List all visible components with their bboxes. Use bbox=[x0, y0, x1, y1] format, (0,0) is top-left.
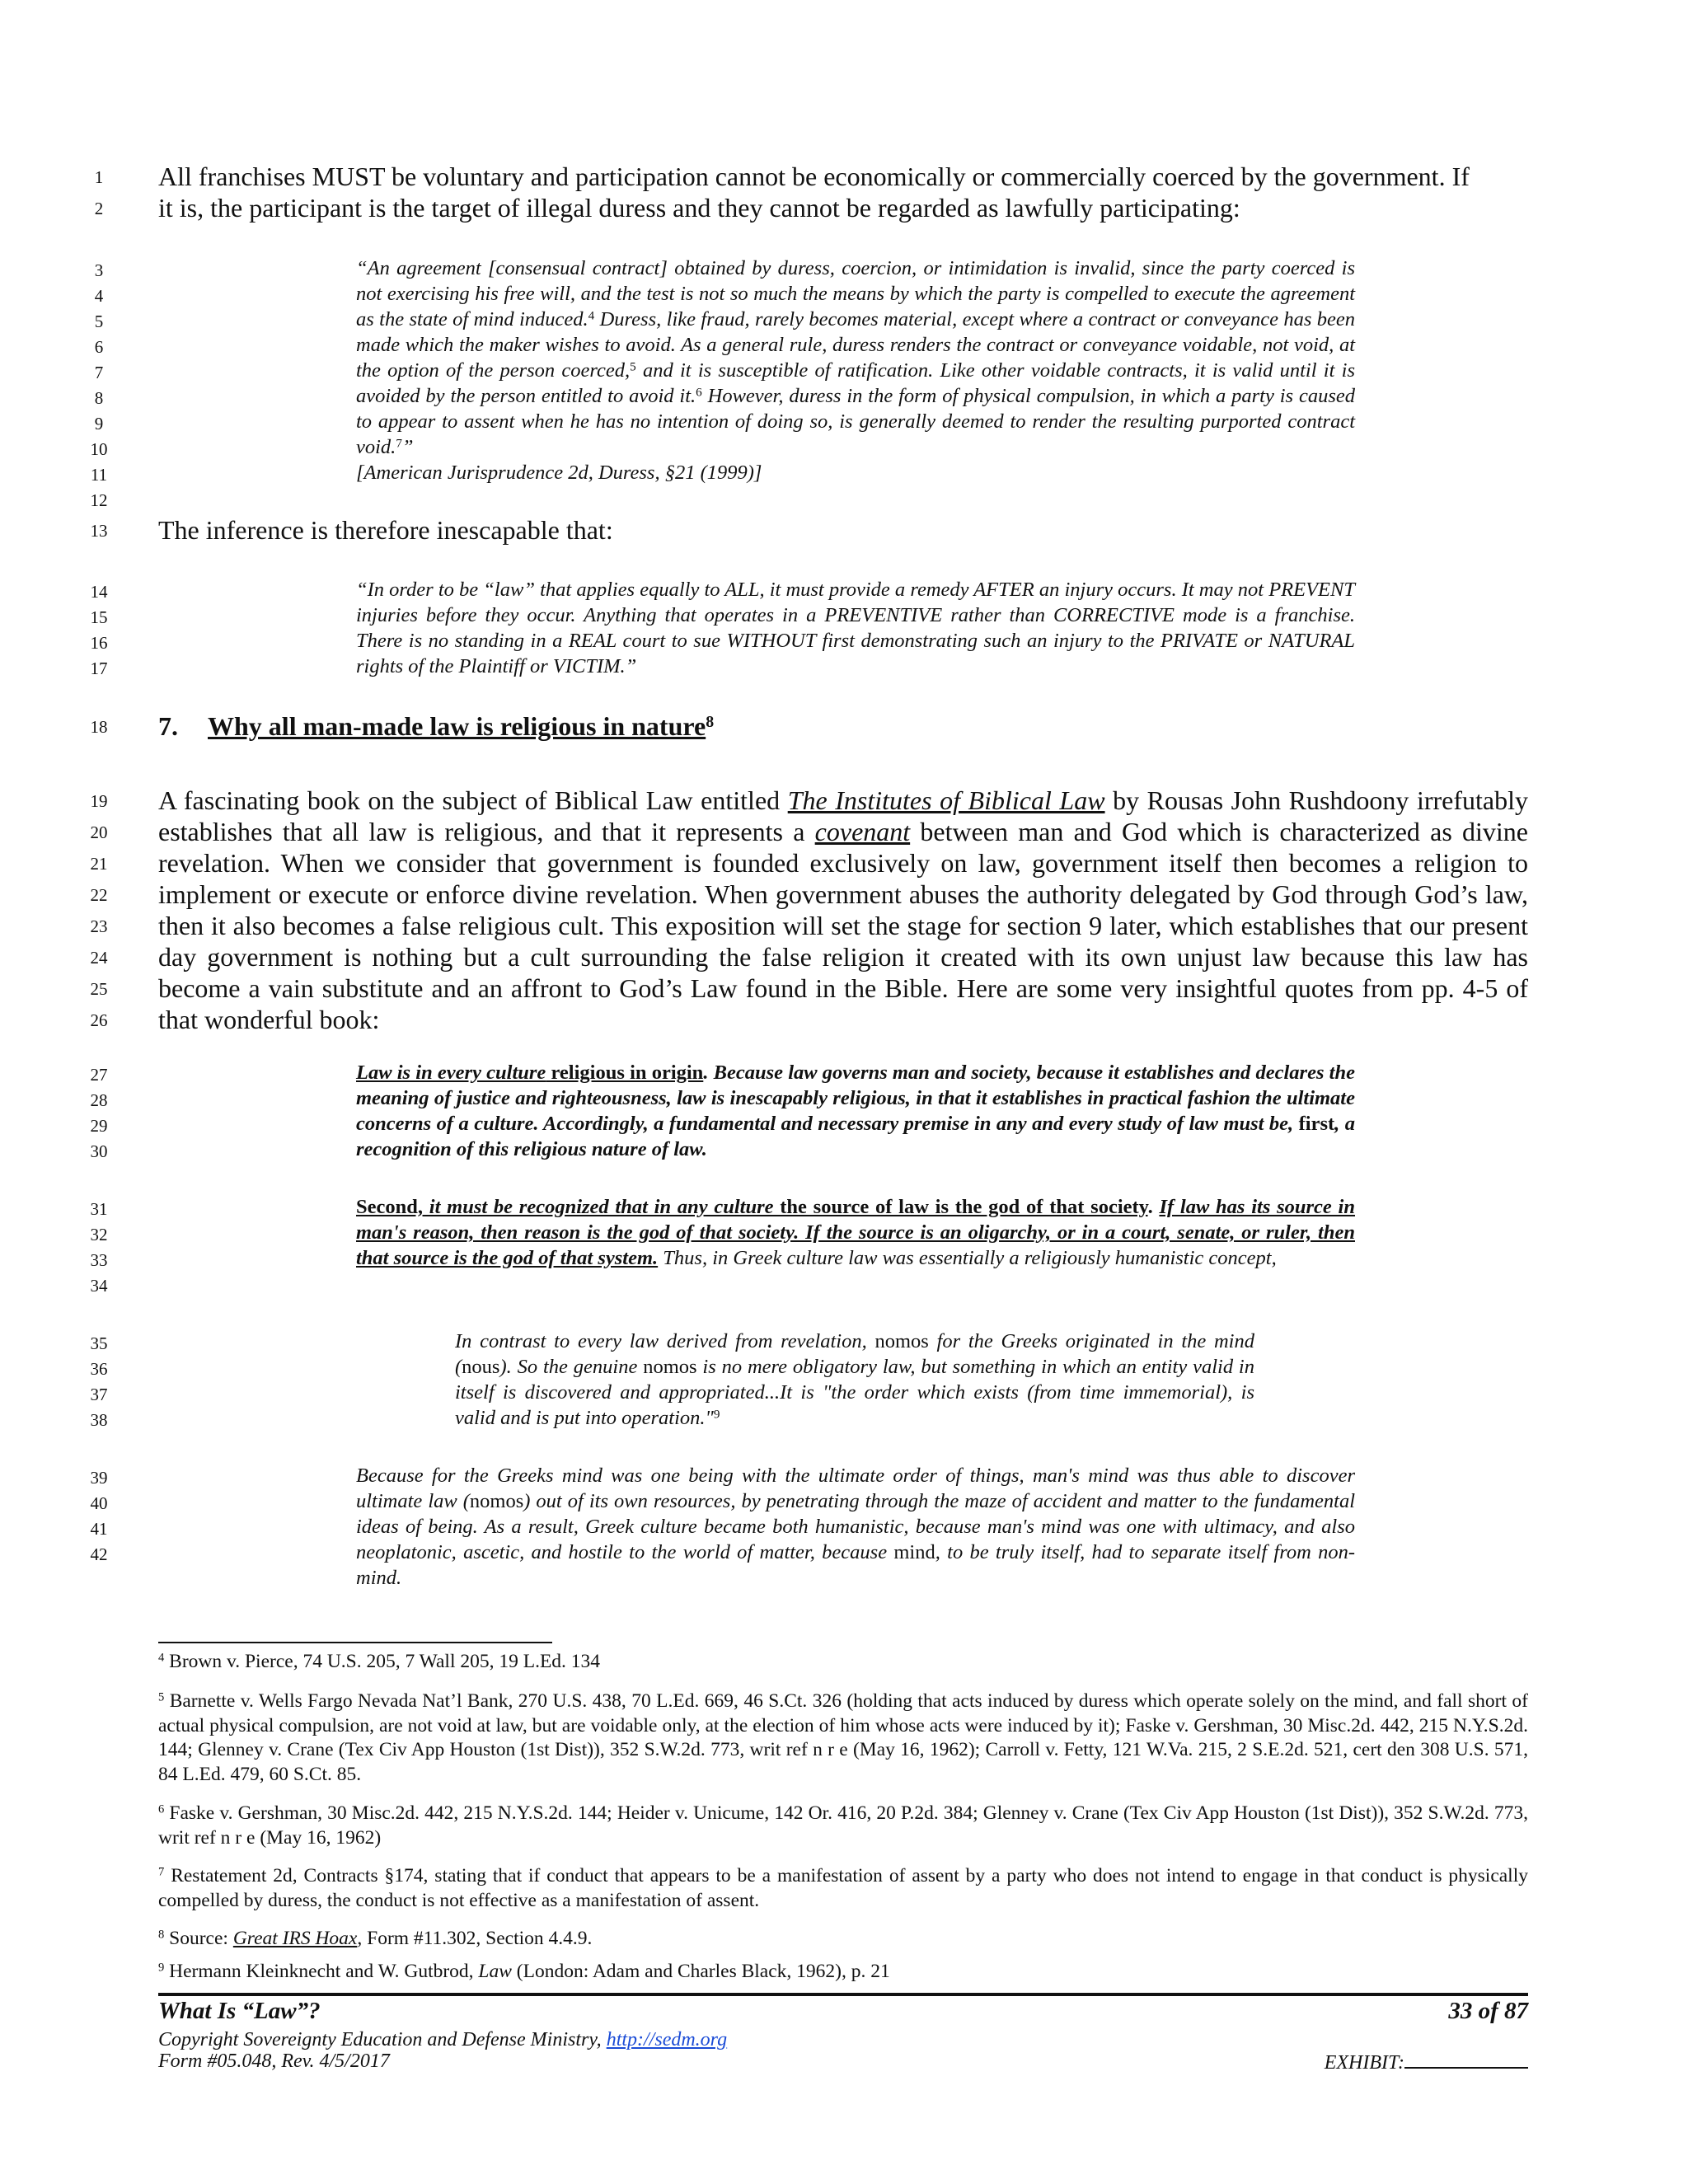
paragraph-1-line-1: All franchises MUST be voluntary and participation cannot be economically or commercially coerced by the government. If bbox=[158, 162, 1470, 191]
line-number: 9 bbox=[94, 414, 104, 434]
paragraph-2: The inference is therefore inescapable that: bbox=[158, 515, 613, 545]
quote-6-text-b: nomos bbox=[469, 1490, 524, 1512]
quote-4-text-f: Thus, in Greek culture law was essentially a religiously humanistic concept, bbox=[658, 1247, 1277, 1269]
quote-6-text-a: Because for the Greeks mind was one being with the ultimate order of things, man's mind was thus able to discover ultimate law ( bbox=[356, 1465, 1355, 1512]
footnote-5 bbox=[158, 1690, 1528, 1787]
footnote-ref-4[interactable]: 4 bbox=[588, 308, 595, 323]
quote-3-text-a: Law is in every culture bbox=[356, 1062, 546, 1084]
line-number: 12 bbox=[90, 490, 108, 510]
footnote-ref-7[interactable]: 7 bbox=[396, 436, 402, 451]
paragraph-3-text-a: A fascinating book on the subject of Biblical Law entitled bbox=[158, 785, 788, 815]
footnote-7 bbox=[158, 1864, 1528, 1913]
line-number: 23 bbox=[90, 916, 108, 936]
line-number: 7 bbox=[94, 363, 104, 382]
paragraph-3-text-c: between man and God which is characterized as divine revelation. When we consider that government is founded exclusively on law, government itself then becomes a religion to implement or execute or enforce divine revelation. When government abuses the authority delegated by God through God’s law, then it also becomes a false religious cult. This exposition will set the stage for section 9 later, which establishes that our present day government is nothing but a cult surrounding the false religion it created with its own unjust law because this law has become a vain substitute and an affront to God’s Law found in the Bible. Here are some very insightful quotes from pp. 4-5 of that wonderful book: bbox=[158, 817, 1529, 1034]
quote-5-text-a: In contrast to every law derived from revelation, bbox=[455, 1330, 875, 1352]
line-number: 34 bbox=[90, 1276, 108, 1296]
footnote-ref-9[interactable]: 9 bbox=[713, 1407, 720, 1422]
footnote-ref-5[interactable]: 5 bbox=[630, 359, 636, 374]
line-number: 22 bbox=[90, 885, 108, 905]
paragraph-3 bbox=[158, 785, 1528, 1035]
footnote-9-italic: Law bbox=[478, 1961, 512, 1982]
line-number: 39 bbox=[90, 1468, 108, 1488]
footnote-9-post: (London: Adam and Charles Black, 1962), p. 21 bbox=[511, 1961, 890, 1982]
line-number: 6 bbox=[94, 337, 104, 357]
footnote-ref-6[interactable]: 6 bbox=[696, 385, 702, 400]
footnote-6-text: Faske v. Gershman, 30 Misc.2d. 442, 215 N.Y.S.2d. 144; Heider v. Unicume, 142 Or. 416, 20 P.2d. 384; Glenney v. Crane (Tex Civ App Houston (1st Dist)), 352 S.W.2d. 773, writ ref n r e (May 16, 1962) bbox=[158, 1802, 1528, 1849]
footnote-9 bbox=[158, 1960, 1528, 1985]
line-number: 35 bbox=[90, 1333, 108, 1353]
line-number: 30 bbox=[90, 1141, 108, 1161]
quote-3-text-b: religious in origin bbox=[546, 1062, 704, 1084]
line-number: 33 bbox=[90, 1250, 108, 1270]
line-number: 4 bbox=[94, 286, 104, 306]
quote-1-text-a: “An agreement [consensual contract] obtained by duress, coercion, or intimidation is invalid, since the party coerced is not exercising his free will, and the test is not so much the means by which the party is compelled to execute the agreement as the state of mind induced. bbox=[356, 257, 1355, 330]
quote-1-text-c: and it is susceptible of ratification. Like other voidable contracts, it is valid until it is avoided by the person entitled to avoid it. bbox=[356, 359, 1355, 407]
quote-3-text-e: , a recognition of this religious nature of law. bbox=[356, 1113, 1355, 1160]
footer-separator bbox=[158, 1993, 1528, 1996]
exhibit-blank-line bbox=[1404, 2049, 1528, 2069]
quote-6-text-e: , to be truly itself, had to separate itself from non-mind. bbox=[356, 1541, 1355, 1589]
line-number: 19 bbox=[90, 791, 108, 811]
line-number: 32 bbox=[90, 1225, 108, 1244]
line-number: 2 bbox=[94, 199, 104, 218]
footer-exhibit bbox=[1325, 2049, 1528, 2075]
blockquote-greek-mind bbox=[356, 1463, 1355, 1591]
paragraph-3-text-b: by Rousas John Rushdoony irrefutably establishes that all law is religious, and that it represents a bbox=[158, 785, 1529, 846]
quote-5-text-d: nous bbox=[462, 1356, 500, 1378]
footnote-7-number: 7 bbox=[158, 1865, 165, 1879]
line-number: 13 bbox=[90, 521, 108, 541]
line-number: 38 bbox=[90, 1410, 108, 1430]
quote-4-text-e: If law has its source in man's reason, then reason is the god of that society. If the source is an oligarchy, or in a court, senate, or ruler, then that source is the god of that system. bbox=[356, 1196, 1355, 1269]
line-number: 16 bbox=[90, 633, 108, 653]
footnote-9-number: 9 bbox=[158, 1961, 165, 1975]
section-title: Why all man-made law is religious in nature bbox=[208, 711, 706, 741]
quote-5-text-g: is no mere obligatory law, but something in which an entity valid in itself is discovered and appropriated...It is "the order which exists (from time immemorial), is valid and is put into operation." bbox=[455, 1356, 1254, 1429]
covenant-term: covenant bbox=[814, 817, 911, 846]
footnote-8-post: , Form #11.302, Section 4.4.9. bbox=[357, 1928, 593, 1949]
footnote-5-number: 5 bbox=[158, 1690, 165, 1704]
line-number: 14 bbox=[90, 582, 108, 602]
footer-document-title: What Is “Law”? bbox=[158, 1998, 321, 2024]
line-number: 25 bbox=[90, 979, 108, 999]
quote-4-text-d: . bbox=[1147, 1196, 1160, 1218]
footnote-9-pre: Hermann Kleinknecht and W. Gutbrod, bbox=[164, 1961, 479, 1982]
line-number: 24 bbox=[90, 948, 108, 968]
blockquote-source-of-law bbox=[356, 1194, 1355, 1271]
footnote-4-text: Brown v. Pierce, 74 U.S. 205, 7 Wall 205, 19 L.Ed. 134 bbox=[164, 1651, 601, 1672]
book-title: The Institutes of Biblical Law bbox=[787, 785, 1105, 815]
footnote-5-text: Barnette v. Wells Fargo Nevada Nat’l Bank, 270 U.S. 438, 70 L.Ed. 669, 46 S.Ct. 326 (holding that acts induced by duress which operate solely on the mind, and fall short of actual physical compulsion, are not void at law, but are voidable only, at the election of him whose acts were induced by it); Faske v. Gershman, 30 Misc.2d. 442, 215 N.Y.S.2d. 144; Glenney v. Crane (Tex Civ App Houston (1st Dist)), 352 S.W.2d. 773, writ ref n r e (May 16, 1962); Carroll v. Fetty, 121 W.Va. 215, 2 S.E.2d. 521, cert den 308 U.S. 571, 84 L.Ed. 479, 60 S.Ct. 85. bbox=[158, 1690, 1528, 1785]
quote-5-text-f: nomos bbox=[643, 1356, 697, 1378]
footer-form-number: Form #05.048, Rev. 4/5/2017 bbox=[158, 2050, 390, 2072]
quote-4-text-a: Second, bbox=[356, 1196, 424, 1218]
quote-1-citation: [American Jurisprudence 2d, Duress, §21 (1999)] bbox=[356, 462, 762, 484]
footnote-4 bbox=[158, 1650, 1528, 1675]
quote-3-text-c: . Because law governs man and society, because it establishes and declares the meaning of justice and righteousness, law is inescapably religious, in that it establishes in practical fashion the ultimate concerns of a culture. Accordingly, a fundamental and necessary premise in any and every study of law must be, bbox=[356, 1062, 1355, 1135]
footnote-separator bbox=[158, 1642, 552, 1643]
quote-1-text-d: However, duress in the form of physical compulsion, in which a party is caused to appear to assent when he has no intention of doing so, is generally deemed to render the resulting purported contract void. bbox=[356, 385, 1355, 458]
footer-url-link[interactable]: http://sedm.org bbox=[606, 2029, 728, 2050]
line-number: 3 bbox=[94, 260, 104, 280]
quote-5-text-e: ). So the genuine bbox=[499, 1356, 644, 1378]
line-number: 31 bbox=[90, 1199, 108, 1219]
line-number: 5 bbox=[94, 312, 104, 331]
line-number: 36 bbox=[90, 1359, 108, 1379]
footer-exhibit-label: EXHIBIT: bbox=[1324, 2052, 1404, 2074]
footnote-6 bbox=[158, 1802, 1528, 1850]
quote-1-text-e: ” bbox=[401, 436, 414, 458]
blockquote-law-religious bbox=[356, 1060, 1355, 1162]
line-number: 26 bbox=[90, 1010, 108, 1030]
footnote-8-source-link[interactable]: Great IRS Hoax bbox=[232, 1928, 358, 1949]
paragraph-1-line-2: it is, the participant is the target of illegal duress and they cannot be regarded as lawfully participating: bbox=[158, 193, 1240, 223]
line-number: 10 bbox=[90, 439, 108, 459]
footnote-7-text: Restatement 2d, Contracts §174, stating that if conduct that appears to be a manifestation of assent by a party who does not intend to engage in that conduct is physically compelled by duress, the conduct is not effective as a manifestation of assent. bbox=[158, 1865, 1528, 1911]
footer-page-number: 33 of 87 bbox=[1448, 1998, 1528, 2024]
line-number: 41 bbox=[90, 1519, 108, 1539]
line-number: 8 bbox=[94, 388, 104, 408]
footnote-8 bbox=[158, 1927, 1528, 1952]
footnote-4-number: 4 bbox=[158, 1651, 165, 1665]
line-number: 11 bbox=[90, 465, 108, 485]
quote-5-text-c: for the Greeks originated in the mind ( bbox=[455, 1330, 1254, 1378]
footnote-ref-8[interactable]: 8 bbox=[706, 713, 715, 732]
blockquote-nomos bbox=[455, 1329, 1254, 1431]
blockquote-duress bbox=[356, 255, 1355, 485]
line-number: 21 bbox=[90, 854, 108, 874]
quote-4-text-c: the source of law is the god of that society bbox=[773, 1196, 1148, 1218]
quote-6-text-c: ) out of its own resources, by penetrating through the maze of accident and matter to the fundamental ideas of being. As a result, Greek culture became both humanistic, because man's mind was one with ultimacy, and also neoplatonic, ascetic, and hostile to the world of matter, because bbox=[356, 1490, 1355, 1563]
line-number: 37 bbox=[90, 1385, 108, 1404]
section-heading bbox=[158, 710, 714, 742]
footer-copyright-text: Copyright Sovereignty Education and Defense Ministry, bbox=[158, 2029, 607, 2050]
line-number: 40 bbox=[90, 1493, 108, 1513]
line-number: 27 bbox=[90, 1065, 108, 1085]
footnote-8-number: 8 bbox=[158, 1928, 165, 1942]
section-number: 7. bbox=[158, 711, 178, 741]
quote-3-text-d: first bbox=[1298, 1113, 1335, 1135]
quote-1-text-b: Duress, like fraud, rarely becomes material, except where a contract or conveyance has been made which the maker wishes to avoid. As a general rule, duress renders the contract or conveyance voidable, not void, at the option of the person coerced, bbox=[356, 308, 1355, 382]
line-number: 42 bbox=[90, 1544, 108, 1564]
quote-5-text-b: nomos bbox=[874, 1330, 929, 1352]
line-number: 18 bbox=[90, 717, 108, 737]
footnote-8-pre: Source: bbox=[164, 1928, 233, 1949]
line-number: 20 bbox=[90, 823, 108, 842]
quote-6-text-d: mind bbox=[893, 1541, 935, 1563]
line-number: 17 bbox=[90, 658, 108, 678]
quote-4-text-b: it must be recognized that in any culture bbox=[423, 1196, 774, 1218]
blockquote-inference: “In order to be “law” that applies equally to ALL, it must provide a remedy AFTER an injury occurs. It may not PREVENT injuries before they occur. Anything that operates in a PREVENTIVE rather than CORRECTIVE mode is a franchise. There is no standing in a REAL court to sue WITHOUT first demonstrating such an injury to the PRIVATE or NATURAL rights of the Plaintiff or VICTIM.” bbox=[356, 579, 1355, 677]
line-number: 1 bbox=[94, 167, 104, 187]
line-number: 15 bbox=[90, 607, 108, 627]
line-number: 29 bbox=[90, 1116, 108, 1136]
footnote-6-number: 6 bbox=[158, 1802, 165, 1816]
line-number: 28 bbox=[90, 1090, 108, 1110]
